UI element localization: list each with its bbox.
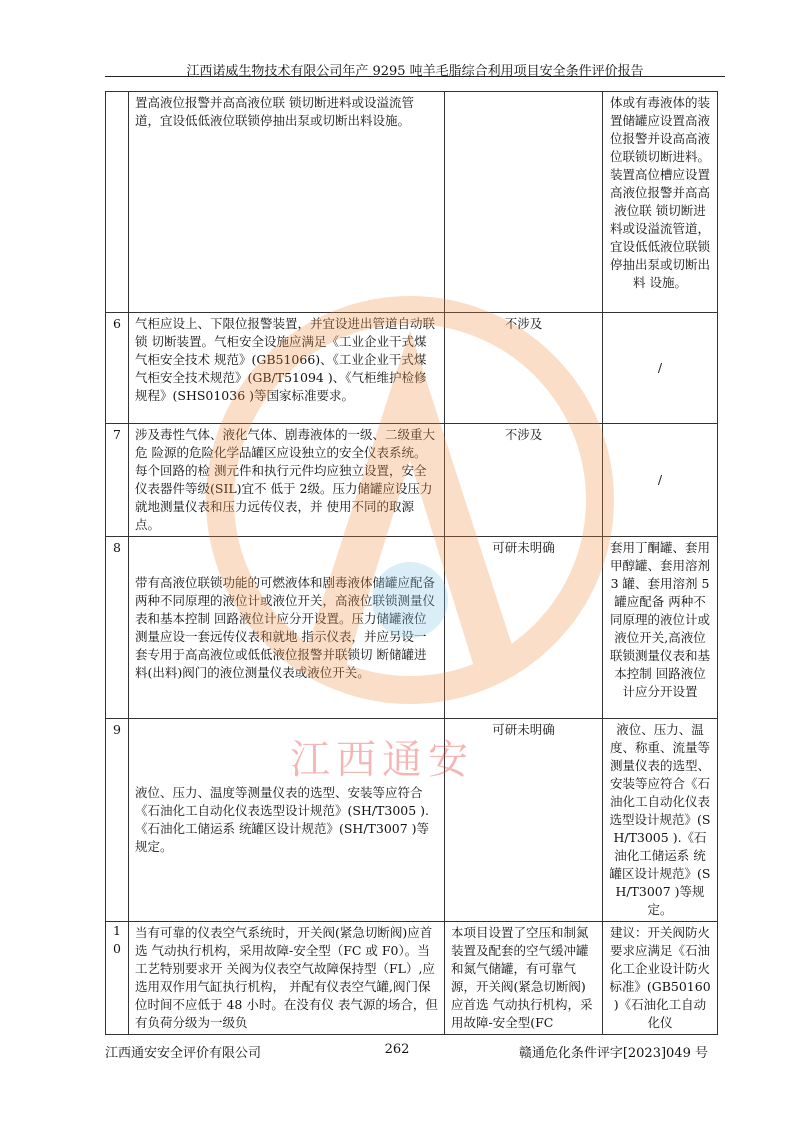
row-number: 10 xyxy=(106,922,129,1035)
advice-cell: 建议：开关阀防火要求应满足《石油化工企业设计防火标准》(GB50160 )《石油化工自动化仪 xyxy=(603,922,718,1035)
table-row xyxy=(106,922,718,1035)
page-header-title: 江西诺威生物技术有限公司年产 9295 吨羊毛脂综合利用项目安全条件评价报告 xyxy=(186,64,644,79)
table-row xyxy=(106,313,718,424)
requirement-cell: 气柜应设上、下限位报警装置，并宜设进出管道自动联锁 切断装置。气柜安全设施应满足《工业企业干式煤气柜安全技术 规范》(GB51066)、《工业企业干式煤气柜安全技术规范》(GB/T51094 )、《气柜维护检修规程》(SHS01036 )等国家标准要求。 xyxy=(129,313,445,424)
advice-cell: / xyxy=(603,424,718,537)
row-number: 9 xyxy=(106,719,129,922)
evaluation-table xyxy=(105,91,718,1035)
footer-doc-number: 赣通危化条件评字[2023]049 号 xyxy=(518,1046,708,1061)
requirement-cell: 置高液位报警并高高液位联 锁切断进料或设溢流管道，宜设低低液位联锁停抽出泵或切断出料设施。 xyxy=(129,92,445,313)
advice-cell: 体或有毒液体的装置储罐应设置高液位报警并设高高液位联锁切断进料。装置高位槽应设置高液位报警并高高液位联 锁切断进料或设溢流管道，宜设低低液位联锁停抽出泵或切断出料 设施。 xyxy=(603,92,718,313)
status-cell xyxy=(445,92,603,313)
page-number: 262 xyxy=(384,1042,410,1057)
table-row xyxy=(106,537,718,719)
status-cell: 不涉及 xyxy=(445,424,603,537)
advice-cell: / xyxy=(603,313,718,424)
header-rule xyxy=(105,76,725,77)
footer-company: 江西通安安全评价有限公司 xyxy=(105,1046,262,1061)
requirement-cell: 涉及毒性气体、液化气体、剧毒液体的一级、二级重大危 险源的危险化学品罐区应设独立的安全仪表系统。每个回路的检 测元件和执行元件均应独立设置，安全仪表器件等级(SIL)宜不 低于 2级。压力储罐应设压力就地测量仪表和压力远传仪表，并 使用不同的取源点。 xyxy=(129,424,445,537)
requirement-cell: 带有高液位联锁功能的可燃液体和剧毒液体储罐应配备 两种不同原理的液位计或液位开关，高液位联锁测量仪表和基本控制 回路液位计应分开设置。压力储罐液位测量应设一套远传仪表和就地 指示仪表，并应另设一套专用于高高液位或低低液位报警并联锁切 断储罐进料(出料)阀门的液位测量仪表或液位开关。 xyxy=(129,537,445,719)
row-number: 6 xyxy=(106,313,129,424)
requirement-cell: 当有可靠的仪表空气系统时，开关阀(紧急切断阀)应首选 气动执行机构，采用故障-安全型（FC 或 F0）。当工艺特别要求开 关阀为仪表空气故障保持型（FL）,应选用双作用气缸执行机构， 并配有仪表空气罐,阀门保位时间不应低于 48 小时。在没有仪 表气源的场合，但有负荷分级为一级负 xyxy=(129,922,445,1035)
row-number: 7 xyxy=(106,424,129,537)
status-cell: 本项目设置了空压和制氮装置及配套的空气缓冲罐和氮气储罐，有可靠气源，开关阀(紧急切断阀)应首选 气动执行机构，采用故障-安全型(FC xyxy=(445,922,603,1035)
watermark-text: 江西通安 xyxy=(290,737,474,783)
status-cell: 可研未明确 xyxy=(445,719,603,922)
advice-cell: 液位、压力、温度、称重、流量等测量仪表的选型、安装等应符合《石油化工自动化仪表选型设计规范》(SH/T3005 ).《石油化工储运系 统罐区设计规范》(SH/T3007 )等规定。 xyxy=(603,719,718,922)
status-cell: 可研未明确 xyxy=(445,537,603,719)
row-number xyxy=(106,92,129,313)
status-cell: 不涉及 xyxy=(445,313,603,424)
requirement-cell: 液位、压力、温度等测量仪表的选型、安装等应符合《石油化工自动化仪表选型设计规范》(SH/T3005 ).《石油化工储运系 统罐区设计规范》(SH/T3007 )等规定。 xyxy=(129,719,445,922)
table-row xyxy=(106,92,718,313)
row-number: 8 xyxy=(106,537,129,719)
advice-cell: 套用丁酮罐、套用甲醇罐、套用溶剂 3 罐、套用溶剂 5 罐应配备 两种不同原理的液位计或液位开关,高液位联锁测量仪表和基本控制 回路液位计应分开设置 xyxy=(603,537,718,719)
table-row xyxy=(106,424,718,537)
